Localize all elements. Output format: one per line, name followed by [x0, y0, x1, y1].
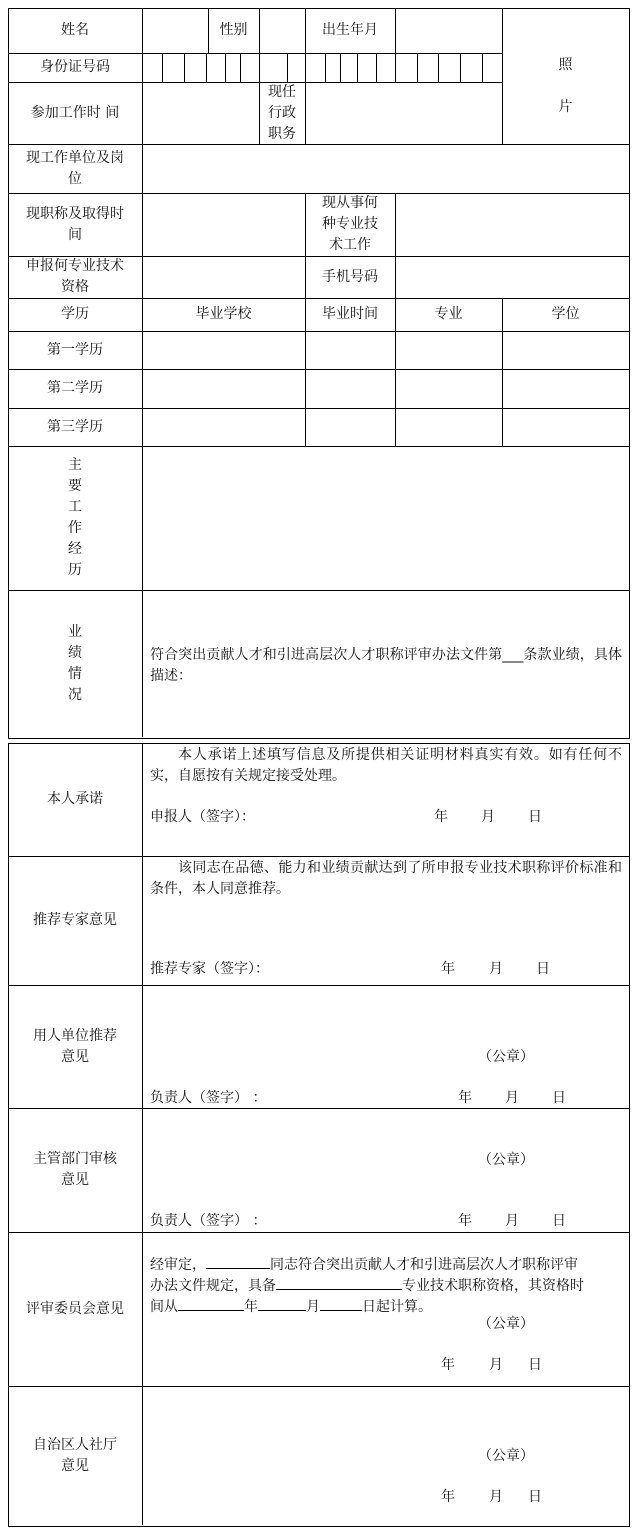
id-digit-line: [340, 53, 341, 82]
committee-text: 日起计算。: [362, 1299, 432, 1315]
month-blank: [258, 1296, 306, 1311]
expert-opinion-text: 该同志在品德、能力和业绩贡献达到了所申报专业技术职称评价标准和条件，本人同意推荐。: [150, 860, 622, 897]
year-label: 年: [441, 961, 455, 977]
year-label: 年: [434, 809, 448, 825]
committee-opinion-label: 评审委员会意见: [26, 1300, 124, 1317]
year-blank: [178, 1296, 244, 1311]
col-line: [395, 193, 396, 298]
promise-text: 本人承诺上述填写信息及所提供相关证明材料真实有效。如有任何不实，自愿按有关规定接受处理。: [150, 747, 622, 784]
photo-label-1: 照: [558, 56, 573, 73]
day-label: 日: [552, 1213, 566, 1229]
employer-opinion-label: [8, 985, 142, 1108]
month-label: 月: [505, 1213, 519, 1229]
performance-description: 符合突出贡献人才和引进高层次人才职称评审办法文件第___条款业绩，具体描述：: [150, 647, 622, 684]
id-digit-line: [240, 53, 241, 82]
month-label: 月: [489, 961, 503, 977]
admin-post-line: 现任: [268, 83, 296, 100]
id-digit-line: [184, 53, 185, 82]
committee-text: 年: [244, 1299, 258, 1315]
work-history-char: 主: [68, 457, 82, 473]
col-line: [142, 743, 143, 1525]
col-line: [142, 8, 143, 737]
id-digit-line: [325, 53, 326, 82]
day-label: 日: [536, 961, 550, 977]
current-title-line: 现职称及取得时: [26, 205, 124, 222]
name-label: 姓名: [61, 22, 89, 38]
id-digit-line: [225, 53, 226, 82]
apply-qualification-line: 申报何专业技术: [26, 258, 124, 274]
promise-label: 本人承诺: [47, 791, 103, 807]
committee-text: 同志符合突出贡献人才和引进高层次人才职称评审: [270, 1257, 578, 1273]
year-label: 年: [458, 1213, 472, 1229]
name-blank: [206, 1254, 270, 1269]
month-label: 月: [481, 809, 495, 825]
department-opinion-label: [8, 1108, 142, 1232]
month-label: 月: [505, 1090, 519, 1106]
year-label: 年: [441, 1357, 455, 1373]
employer-opinion-line: 意见: [61, 1048, 89, 1065]
first-education-label: 第一学历: [47, 341, 103, 358]
photo-label-2: 片: [558, 98, 573, 115]
seal-label: （公章）: [478, 1316, 534, 1332]
committee-text-line-1: [150, 1254, 578, 1275]
month-label: 月: [489, 1489, 503, 1505]
committee-text: 月: [306, 1299, 320, 1315]
leader-signature-label: 负责人（签字） ：: [150, 1090, 267, 1106]
id-digit-line: [305, 53, 306, 82]
performance-char: 况: [68, 686, 82, 703]
col-line: [305, 82, 306, 144]
work-history-char: 经: [68, 541, 82, 557]
current-unit-label: [8, 144, 142, 193]
committee-text-line-3: [150, 1296, 432, 1317]
committee-text: 经审定，: [150, 1257, 206, 1273]
employer-opinion-line: 用人单位推荐: [33, 1027, 117, 1044]
current-title-label: [8, 193, 142, 256]
id-digit-line: [376, 53, 377, 82]
id-number-label: 身份证号码: [40, 59, 110, 75]
seal-label: （公章）: [478, 1448, 534, 1464]
work-history-char: 历: [68, 562, 82, 578]
department-opinion-line: 意见: [61, 1172, 89, 1188]
hr-department-opinion-line: 意见: [61, 1457, 89, 1474]
apply-qualification-line: 资格: [61, 279, 89, 295]
committee-text: 专业技术职称资格，其资格时: [402, 1278, 584, 1294]
day-label: 日: [528, 809, 542, 825]
performance-char: 情: [68, 665, 82, 682]
third-education-label: 第三学历: [47, 418, 103, 435]
seal-label: （公章）: [478, 1152, 534, 1168]
second-education-label: 第二学历: [47, 380, 103, 396]
committee-text-line-2: [150, 1275, 584, 1296]
specialty-line: 术工作: [329, 237, 371, 253]
applicant-signature-label: 申报人（签字）：: [150, 809, 255, 825]
header-degree: 学位: [551, 306, 580, 322]
specialty-line: 种专业技: [322, 216, 378, 232]
leader-signature-label: 负责人（签字） ：: [150, 1213, 267, 1229]
id-digit-line: [417, 53, 418, 82]
department-opinion-line: 主管部门审核: [33, 1151, 117, 1167]
day-label: 日: [528, 1489, 542, 1505]
expert-signature-label: 推荐专家（签字）：: [150, 961, 269, 977]
year-label: 年: [458, 1090, 472, 1106]
work-start-label: 参加工作时 间: [30, 104, 120, 121]
month-label: 月: [489, 1357, 503, 1373]
expert-opinion-label: 推荐专家意见: [33, 912, 117, 928]
admin-post-line: 行政: [268, 104, 296, 121]
gender-label: 性别: [219, 22, 248, 38]
id-digit-line: [395, 53, 396, 82]
apply-qualification-label: [8, 256, 142, 298]
col-line: [395, 8, 396, 53]
day-label: 日: [552, 1090, 566, 1106]
specialty-line: 现从事何: [322, 195, 378, 211]
day-blank: [320, 1296, 362, 1311]
performance-char: 业: [68, 623, 82, 640]
id-digit-line: [460, 53, 461, 82]
current-unit-line: 位: [68, 170, 82, 187]
header-major: 专业: [434, 306, 463, 322]
id-digit-line: [438, 53, 439, 82]
header-education: 学历: [61, 306, 89, 322]
header-grad-time: 毕业时间: [322, 306, 378, 322]
seal-label: （公章）: [478, 1049, 534, 1065]
id-digit-line: [162, 53, 163, 82]
id-digit-line: [206, 53, 207, 82]
performance-char: 绩: [68, 644, 82, 661]
specialty-label: [305, 193, 395, 256]
work-history-label: [8, 446, 142, 590]
committee-text: 间从: [150, 1299, 178, 1315]
birth-date-label: 出生年月: [322, 22, 378, 38]
admin-post-line: 职务: [268, 125, 296, 142]
current-unit-line: 现工作单位及岗: [26, 149, 124, 166]
header-school: 毕业学校: [195, 306, 252, 322]
day-label: 日: [528, 1357, 542, 1373]
id-digit-line: [357, 53, 358, 82]
hr-department-opinion-label: [8, 1386, 142, 1525]
phone-label: 手机号码: [322, 268, 378, 285]
id-digit-line: [259, 53, 260, 82]
current-title-line: 间: [68, 226, 82, 243]
year-label: 年: [441, 1489, 455, 1505]
committee-text: 办法文件规定，具备: [150, 1278, 276, 1294]
performance-label: [8, 590, 142, 737]
qualification-blank: [276, 1275, 402, 1290]
id-digit-line: [482, 53, 483, 82]
admin-post-label: [259, 82, 305, 144]
work-history-char: 工: [68, 499, 82, 515]
hr-department-opinion-line: 自治区人社厅: [33, 1436, 117, 1453]
work-history-char: 要: [68, 478, 82, 494]
work-history-char: 作: [68, 520, 82, 536]
col-line: [259, 8, 260, 53]
id-digit-line: [287, 53, 288, 82]
